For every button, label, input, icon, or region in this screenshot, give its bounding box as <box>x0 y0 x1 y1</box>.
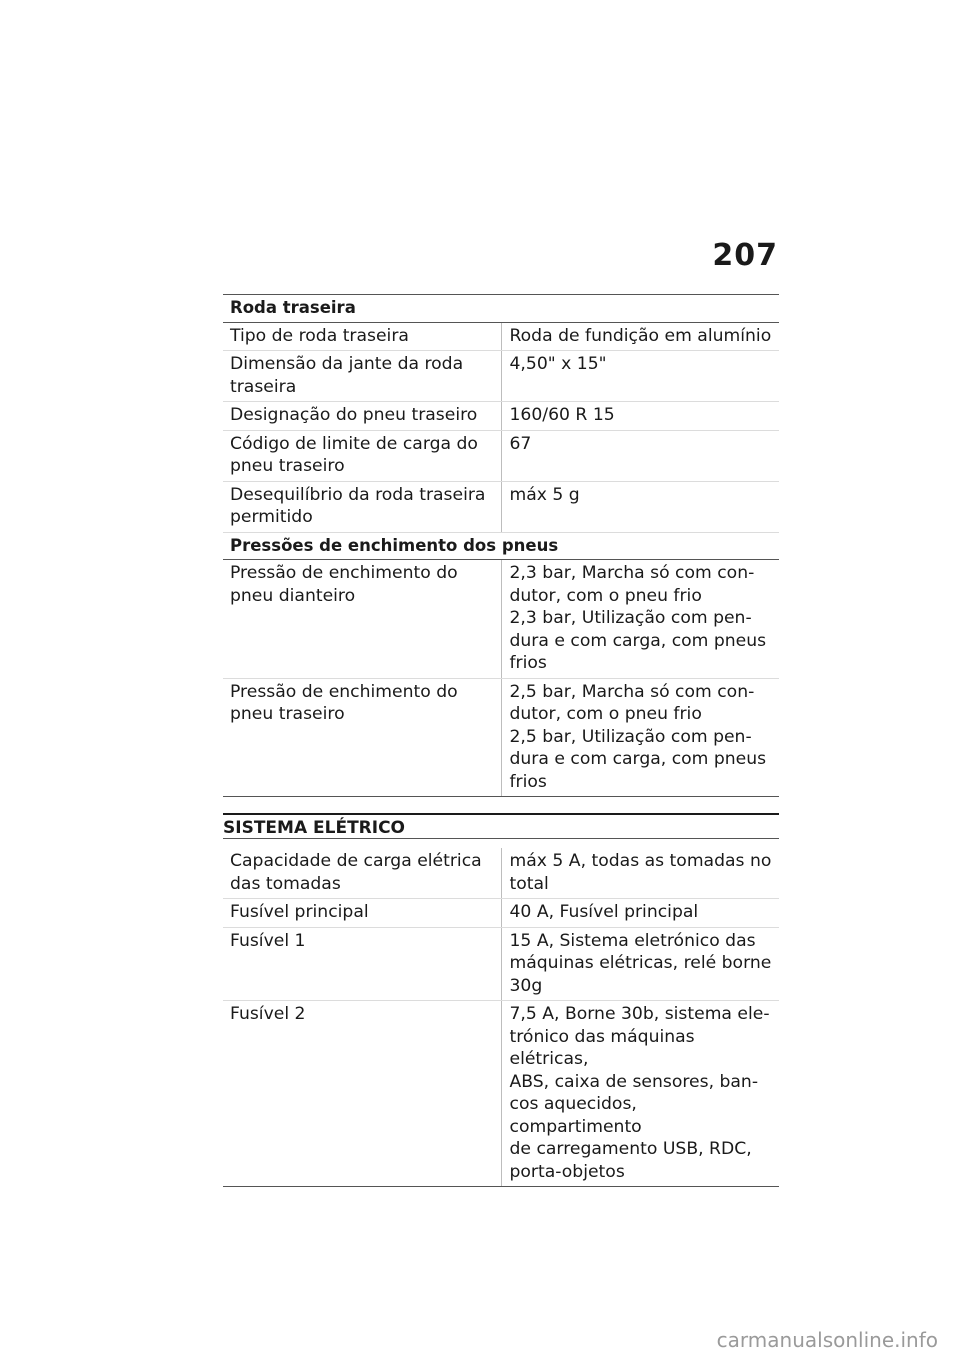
spec-value-line: 67 <box>509 433 532 454</box>
spec-row <box>223 848 779 899</box>
subheading-row <box>223 532 779 560</box>
spec-value-line: 4,50" x 15" <box>509 354 607 374</box>
spec-value-line: máx 5 A, todas as tomadas no <box>509 851 772 871</box>
spec-label-line: Fusível 1 <box>230 930 306 951</box>
spec-value <box>501 899 779 928</box>
spec-value-line: dura e com carga, com pneus <box>509 630 767 651</box>
spec-value-line: 2,5 bar, Utilização com pen- <box>509 726 752 747</box>
spec-value-line: de carregamento USB, RDC, <box>509 1139 752 1159</box>
spec-label <box>223 481 501 532</box>
spec-value-line: 7,5 A, Borne 30b, sistema ele- <box>509 1004 770 1024</box>
spec-label <box>223 1001 501 1187</box>
spec-value-line: máquinas elétricas, relé borne <box>509 953 772 973</box>
subheading: Roda traseira <box>223 295 779 323</box>
spec-row <box>223 402 779 431</box>
spec-label-line: pneu dianteiro <box>230 585 356 606</box>
spec-label-line: Fusível principal <box>230 902 369 922</box>
spec-value <box>501 678 779 797</box>
spec-row <box>223 322 779 351</box>
spec-value <box>501 402 779 431</box>
spec-row <box>223 899 779 928</box>
spec-label <box>223 560 501 679</box>
spec-value-line: dutor, com o pneu frio <box>509 704 702 724</box>
spec-value-line: dura e com carga, com pneus <box>509 749 767 769</box>
spec-label <box>223 322 501 351</box>
spec-row <box>223 430 779 481</box>
watermark: carmanualsonline.info <box>716 1328 938 1352</box>
spec-row <box>223 1001 779 1187</box>
spec-value-line: 15 A, Sistema eletrónico das <box>509 930 756 951</box>
spec-label-line: Pressão de enchimento do <box>230 563 458 583</box>
spec-value-line: 40 A, Fusível principal <box>509 902 699 922</box>
spec-value <box>501 848 779 899</box>
page-number: 207 <box>712 238 778 273</box>
spec-label-line: permitido <box>230 507 313 527</box>
spec-value-line: Roda de fundição em alumínio <box>509 325 772 346</box>
spec-row <box>223 927 779 1001</box>
spec-row <box>223 351 779 402</box>
spec-value-line: 30g <box>509 975 543 996</box>
spec-value-line: dutor, com o pneu frio <box>509 585 702 606</box>
spec-value-line: 2,3 bar, Marcha só com con- <box>509 563 755 583</box>
spec-value-line: frios <box>509 771 547 792</box>
spec-value-line: 2,5 bar, Marcha só com con- <box>509 681 755 702</box>
spec-label <box>223 899 501 928</box>
spec-label-line: Código de limite de carga do <box>230 433 478 454</box>
spec-value <box>501 430 779 481</box>
spec-label <box>223 848 501 899</box>
spec-value <box>501 560 779 679</box>
spec-value-line: 160/60 R 15 <box>509 405 615 425</box>
wheel-tire-table <box>223 294 779 797</box>
spec-value-line: porta-objetos <box>509 1161 625 1182</box>
electrical-table <box>223 848 779 1187</box>
subheading: Pressões de enchimento dos pneus <box>223 532 779 560</box>
spec-label-line: Designação do pneu traseiro <box>230 405 478 425</box>
spec-value-line: 2,3 bar, Utilização com pen- <box>509 608 752 628</box>
subheading-row <box>223 295 779 323</box>
spec-row <box>223 481 779 532</box>
spec-value <box>501 1001 779 1187</box>
spec-value-line: máx 5 g <box>509 484 580 505</box>
spec-label-line: pneu traseiro <box>230 704 345 724</box>
spec-value-line: trónico das máquinas elétricas, <box>509 1026 695 1069</box>
spec-value-line: frios <box>509 653 547 673</box>
spec-value <box>501 322 779 351</box>
spec-label <box>223 430 501 481</box>
spec-label-line: das tomadas <box>230 873 341 894</box>
spec-label <box>223 927 501 1001</box>
spec-label-line: pneu traseiro <box>230 456 345 476</box>
spec-value-line: total <box>509 873 549 894</box>
spec-content <box>223 294 779 1187</box>
spec-label-line: Desequilíbrio da roda traseira <box>230 484 486 505</box>
spec-value <box>501 351 779 402</box>
spec-label-line: Pressão de enchimento do <box>230 681 458 702</box>
spec-label-line: Dimensão da jante da roda <box>230 354 464 374</box>
spec-label-line: Tipo de roda traseira <box>230 325 409 346</box>
spec-label <box>223 402 501 431</box>
spec-label-line: Capacidade de carga elétrica <box>230 851 482 871</box>
spec-value-line: cos aquecidos, compartimento <box>509 1094 642 1137</box>
spec-row <box>223 560 779 679</box>
spec-label-line: traseira <box>230 376 297 397</box>
spec-label <box>223 351 501 402</box>
electrical-section-heading: SISTEMA ELÉTRICO <box>223 813 779 839</box>
spec-row <box>223 678 779 797</box>
spec-value <box>501 927 779 1001</box>
spec-label <box>223 678 501 797</box>
spec-value-line: ABS, caixa de sensores, ban- <box>509 1071 759 1092</box>
spec-label-line: Fusível 2 <box>230 1004 306 1024</box>
spec-value <box>501 481 779 532</box>
